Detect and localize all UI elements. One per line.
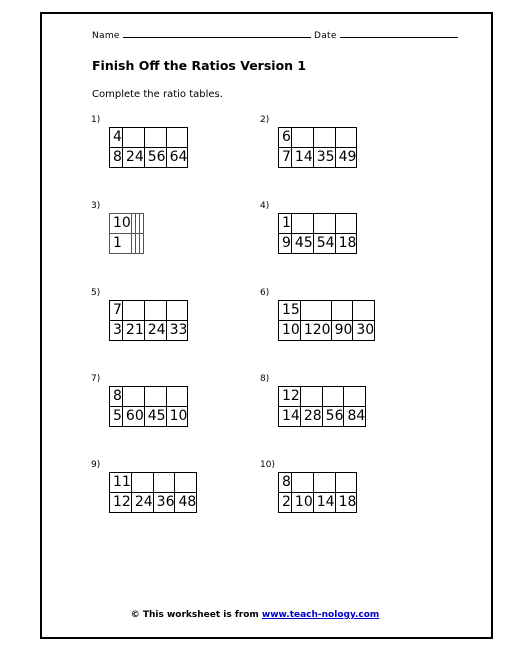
ratio-cell [335, 128, 357, 148]
ratio-cell: 10 [110, 214, 132, 234]
ratio-cell [122, 128, 144, 148]
ratio-table [109, 127, 188, 168]
ratio-cell [353, 301, 375, 321]
ratio-cell: 60 [122, 407, 144, 427]
ratio-cell [144, 301, 166, 321]
ratio-cell [144, 128, 166, 148]
ratio-cell: 24 [144, 321, 166, 341]
worksheet-title: Finish Off the Ratios Version 1 [92, 58, 307, 73]
ratio-cell: 54 [313, 234, 335, 254]
ratio-cell [166, 387, 188, 407]
ratio-table [278, 386, 366, 427]
ratio-cell [313, 473, 335, 493]
problem-number: 5) [91, 288, 101, 298]
ratio-cell: 6 [279, 128, 292, 148]
ratio-cell: 10 [166, 407, 188, 427]
problem-number: 2) [260, 115, 270, 125]
footer-text: © This worksheet is from [130, 610, 262, 620]
ratio-cell [139, 214, 143, 234]
ratio-cell: 8 [110, 387, 123, 407]
problem-number: 1) [91, 115, 101, 125]
ratio-cell [166, 128, 188, 148]
ratio-table [109, 213, 144, 254]
problem-number: 8) [260, 374, 270, 384]
ratio-cell [291, 214, 313, 234]
ratio-table [109, 300, 188, 341]
ratio-cell: 1 [279, 214, 292, 234]
ratio-table [109, 472, 197, 513]
date-label: Date [314, 31, 337, 41]
ratio-cell [122, 387, 144, 407]
ratio-cell: 10 [291, 493, 313, 513]
ratio-cell: 12 [110, 493, 132, 513]
ratio-cell: 49 [335, 148, 357, 168]
ratio-cell: 7 [279, 148, 292, 168]
ratio-cell: 84 [344, 407, 366, 427]
ratio-cell: 33 [166, 321, 188, 341]
ratio-cell: 2 [279, 493, 292, 513]
ratio-cell: 45 [144, 407, 166, 427]
ratio-cell: 24 [122, 148, 144, 168]
ratio-cell [131, 473, 153, 493]
problem-number: 4) [260, 201, 270, 211]
ratio-cell [344, 387, 366, 407]
ratio-cell: 11 [110, 473, 132, 493]
ratio-table [109, 386, 188, 427]
ratio-cell: 30 [353, 321, 375, 341]
ratio-table [278, 472, 357, 513]
ratio-cell [313, 128, 335, 148]
ratio-table [278, 300, 375, 341]
ratio-cell [331, 301, 353, 321]
instructions: Complete the ratio tables. [92, 89, 223, 100]
problem-number: 9) [91, 460, 101, 470]
ratio-table [278, 213, 357, 254]
ratio-cell: 15 [279, 301, 301, 321]
problem-number: 7) [91, 374, 101, 384]
ratio-cell: 14 [279, 407, 301, 427]
ratio-cell: 48 [175, 493, 197, 513]
ratio-cell [322, 387, 344, 407]
problem-number: 3) [91, 201, 101, 211]
ratio-cell [313, 214, 335, 234]
ratio-cell [300, 301, 331, 321]
ratio-cell: 10 [279, 321, 301, 341]
ratio-cell: 14 [291, 148, 313, 168]
ratio-cell: 24 [131, 493, 153, 513]
ratio-cell [175, 473, 197, 493]
ratio-cell: 21 [122, 321, 144, 341]
ratio-cell: 8 [279, 473, 292, 493]
ratio-cell: 9 [279, 234, 292, 254]
date-line [340, 28, 458, 38]
ratio-cell: 18 [335, 493, 357, 513]
page-border [40, 12, 493, 639]
ratio-cell: 35 [313, 148, 335, 168]
problem-number: 6) [260, 288, 270, 298]
ratio-cell: 90 [331, 321, 353, 341]
ratio-cell: 64 [166, 148, 188, 168]
footer-credit [0, 610, 510, 620]
ratio-cell [166, 301, 188, 321]
ratio-cell: 56 [144, 148, 166, 168]
ratio-cell: 7 [110, 301, 123, 321]
ratio-cell: 5 [110, 407, 123, 427]
ratio-cell: 45 [291, 234, 313, 254]
ratio-cell: 3 [110, 321, 123, 341]
ratio-cell [139, 234, 143, 254]
ratio-cell [291, 473, 313, 493]
ratio-cell: 14 [313, 493, 335, 513]
ratio-cell: 4 [110, 128, 123, 148]
ratio-cell: 56 [322, 407, 344, 427]
ratio-cell [335, 214, 357, 234]
problem-number: 10) [260, 460, 275, 470]
name-line [123, 28, 311, 38]
ratio-cell [122, 301, 144, 321]
ratio-cell [300, 387, 322, 407]
ratio-cell: 8 [110, 148, 123, 168]
ratio-cell [291, 128, 313, 148]
ratio-cell: 12 [279, 387, 301, 407]
ratio-cell: 120 [300, 321, 331, 341]
name-label: Name [92, 31, 120, 41]
footer-link[interactable]: www.teach-nology.com [261, 610, 380, 620]
ratio-cell [153, 473, 175, 493]
ratio-cell: 1 [110, 234, 132, 254]
ratio-cell: 18 [335, 234, 357, 254]
name-field [92, 28, 311, 41]
ratio-table [278, 127, 357, 168]
ratio-cell: 36 [153, 493, 175, 513]
date-field [314, 28, 458, 41]
ratio-cell [144, 387, 166, 407]
ratio-cell: 28 [300, 407, 322, 427]
ratio-cell [335, 473, 357, 493]
